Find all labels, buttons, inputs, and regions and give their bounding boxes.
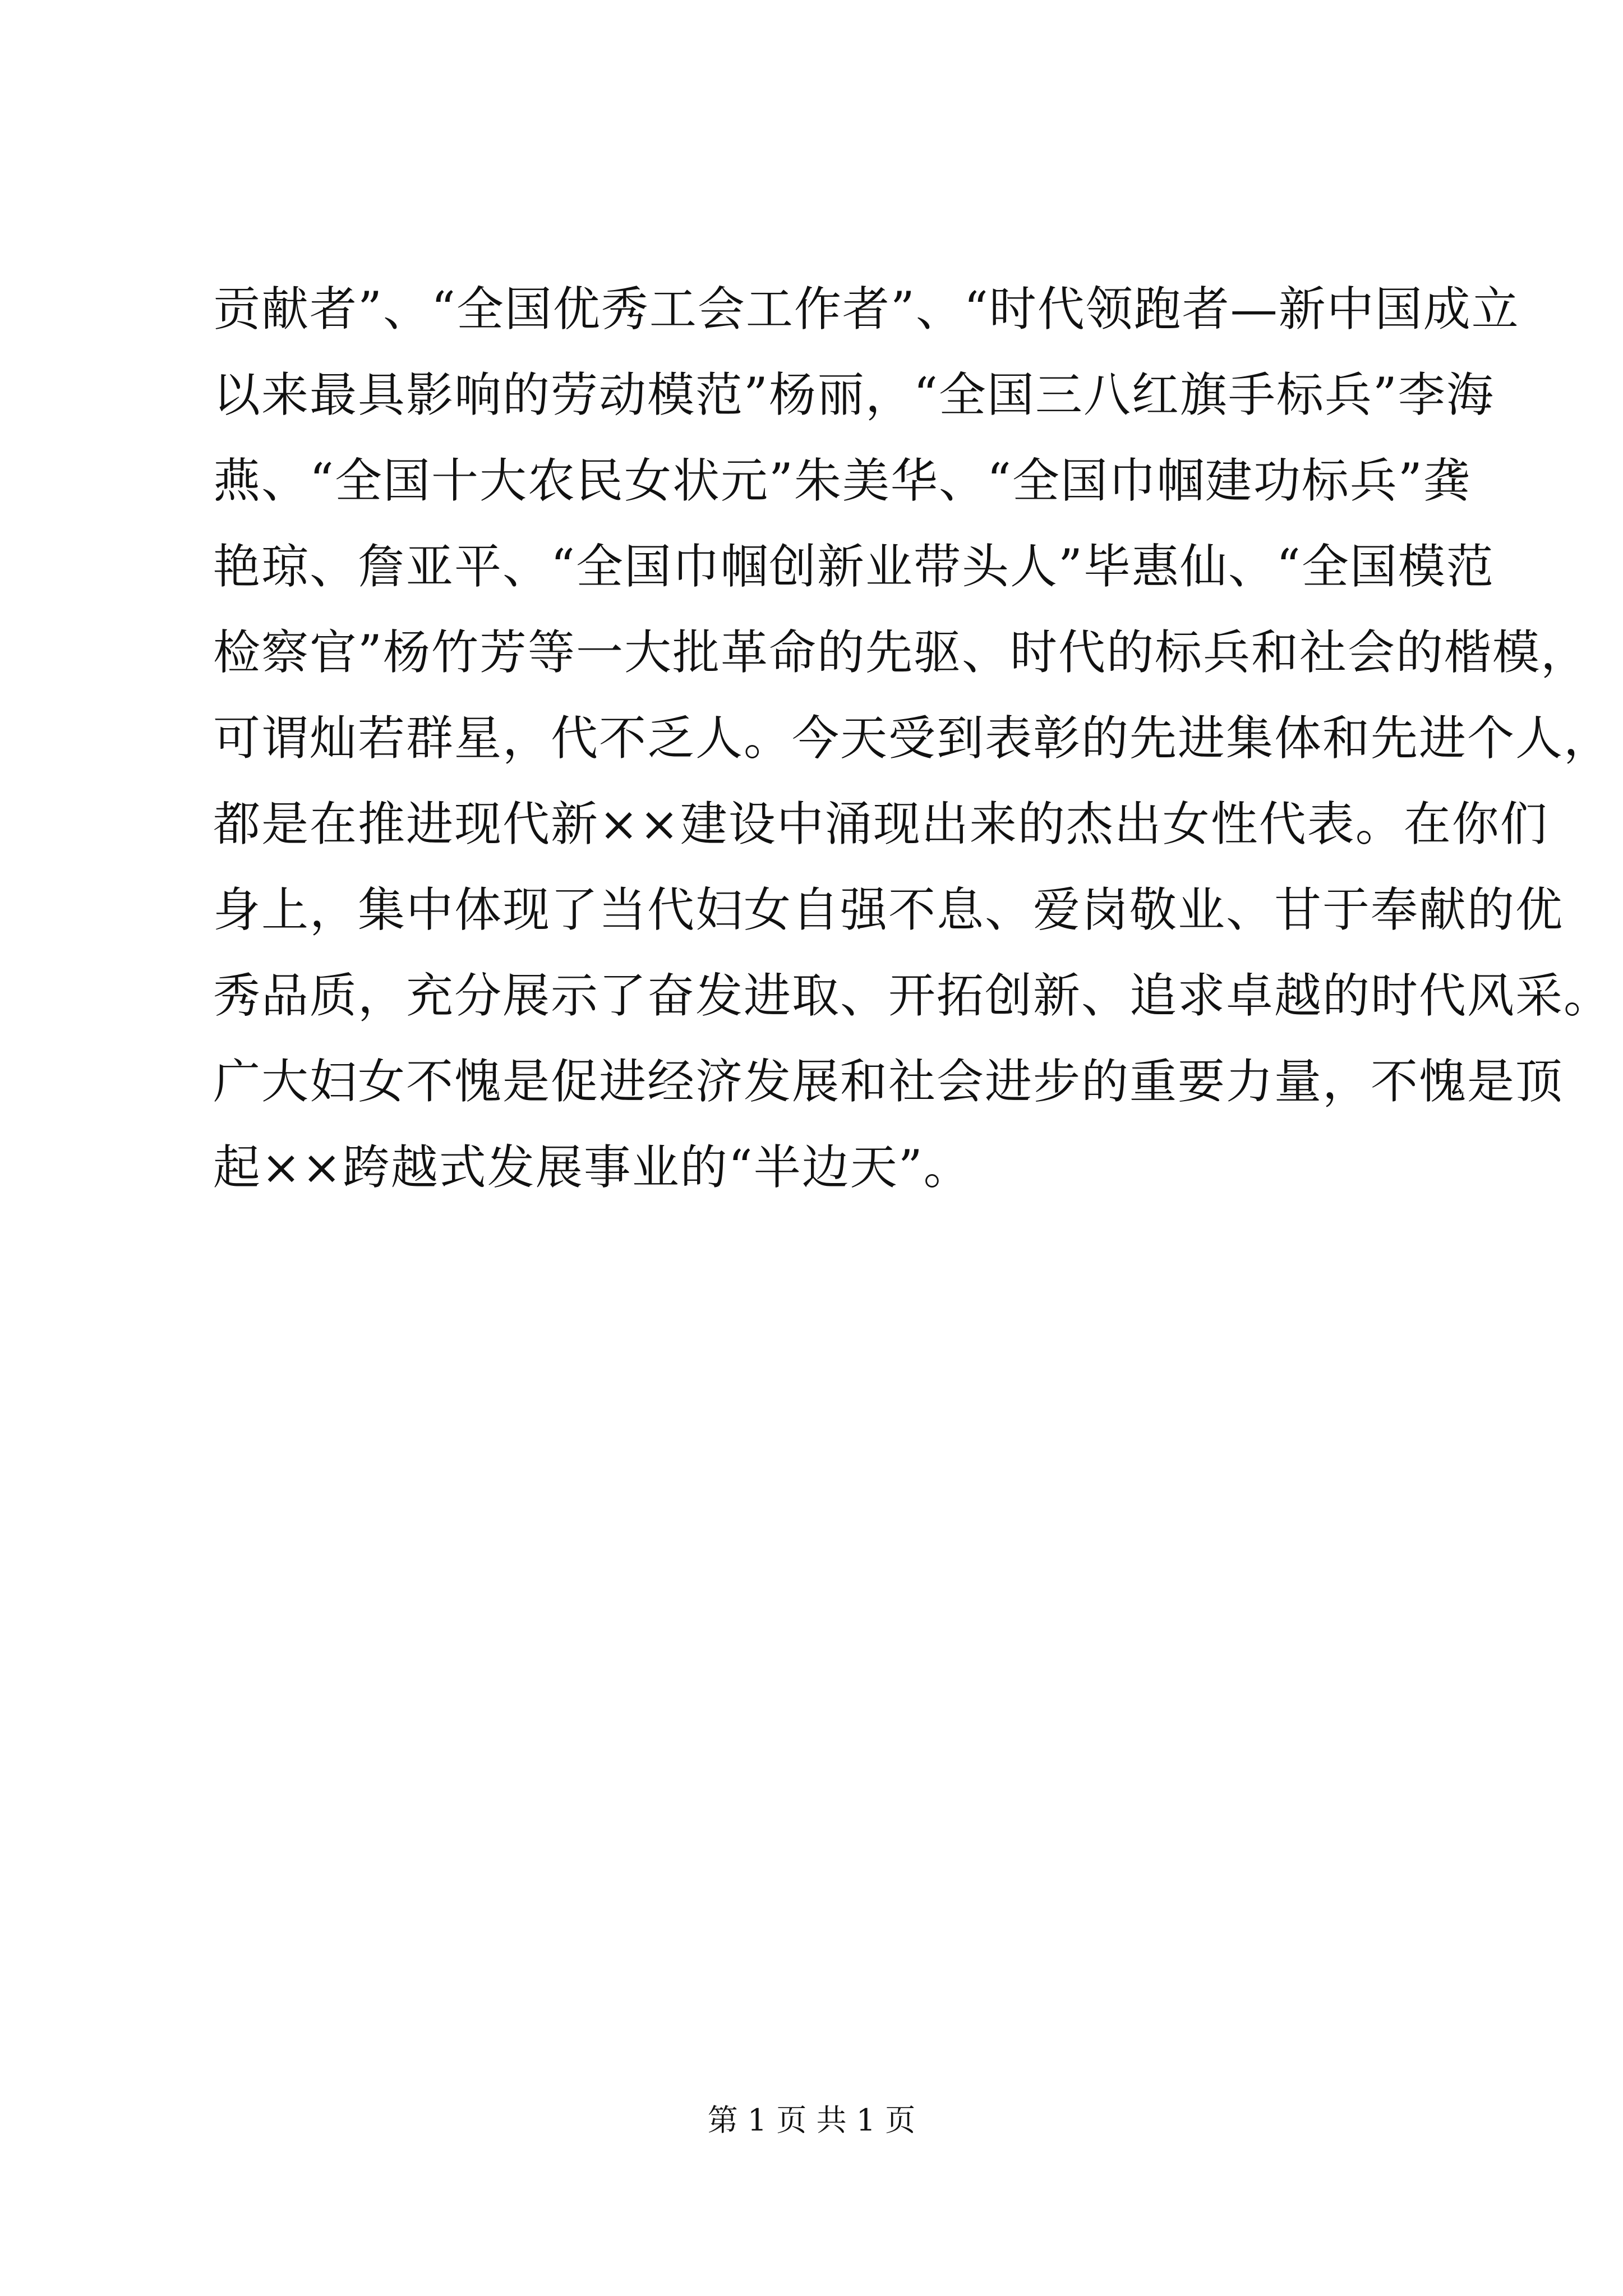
- text-line: 起××跨越式发展事业的“半边天”。: [213, 1140, 972, 1195]
- text-line: 以来最具影响的劳动模范”杨丽，“全国三八红旗手标兵”李海: [213, 367, 1495, 422]
- text-line: 检察官”杨竹芳等一大批革命的先驱、时代的标兵和社会的楷模，: [213, 625, 1589, 680]
- page-footer: 第 1 页 共 1 页: [707, 2102, 916, 2138]
- text-line: 燕、“全国十大农民女状元”朱美华、“全国巾帼建功标兵”龚: [213, 453, 1472, 508]
- text-line: 艳琼、詹亚平、“全国巾帼创新业带头人”毕惠仙、“全国模范: [213, 539, 1495, 594]
- text-line: 都是在推进现代新××建设中涌现出来的杰出女性代表。在你们: [213, 797, 1548, 852]
- text-line: 可谓灿若群星，代不乏人。今天受到表彰的先进集体和先进个人，: [213, 711, 1612, 766]
- text-line: 贡献者”、“全国优秀工会工作者”、“时代领跑者—新中国成立: [213, 282, 1520, 337]
- body-paragraph: [213, 266, 1612, 1211]
- text-line: 广大妇女不愧是促进经济发展和社会进步的重要力量，不愧是顶: [213, 1054, 1564, 1109]
- text-line: 身上，集中体现了当代妇女自强不息、爱岗敬业、甘于奉献的优: [213, 882, 1564, 937]
- text-line: 秀品质，充分展示了奋发进取、开拓创新、追求卓越的时代风采。: [213, 968, 1612, 1023]
